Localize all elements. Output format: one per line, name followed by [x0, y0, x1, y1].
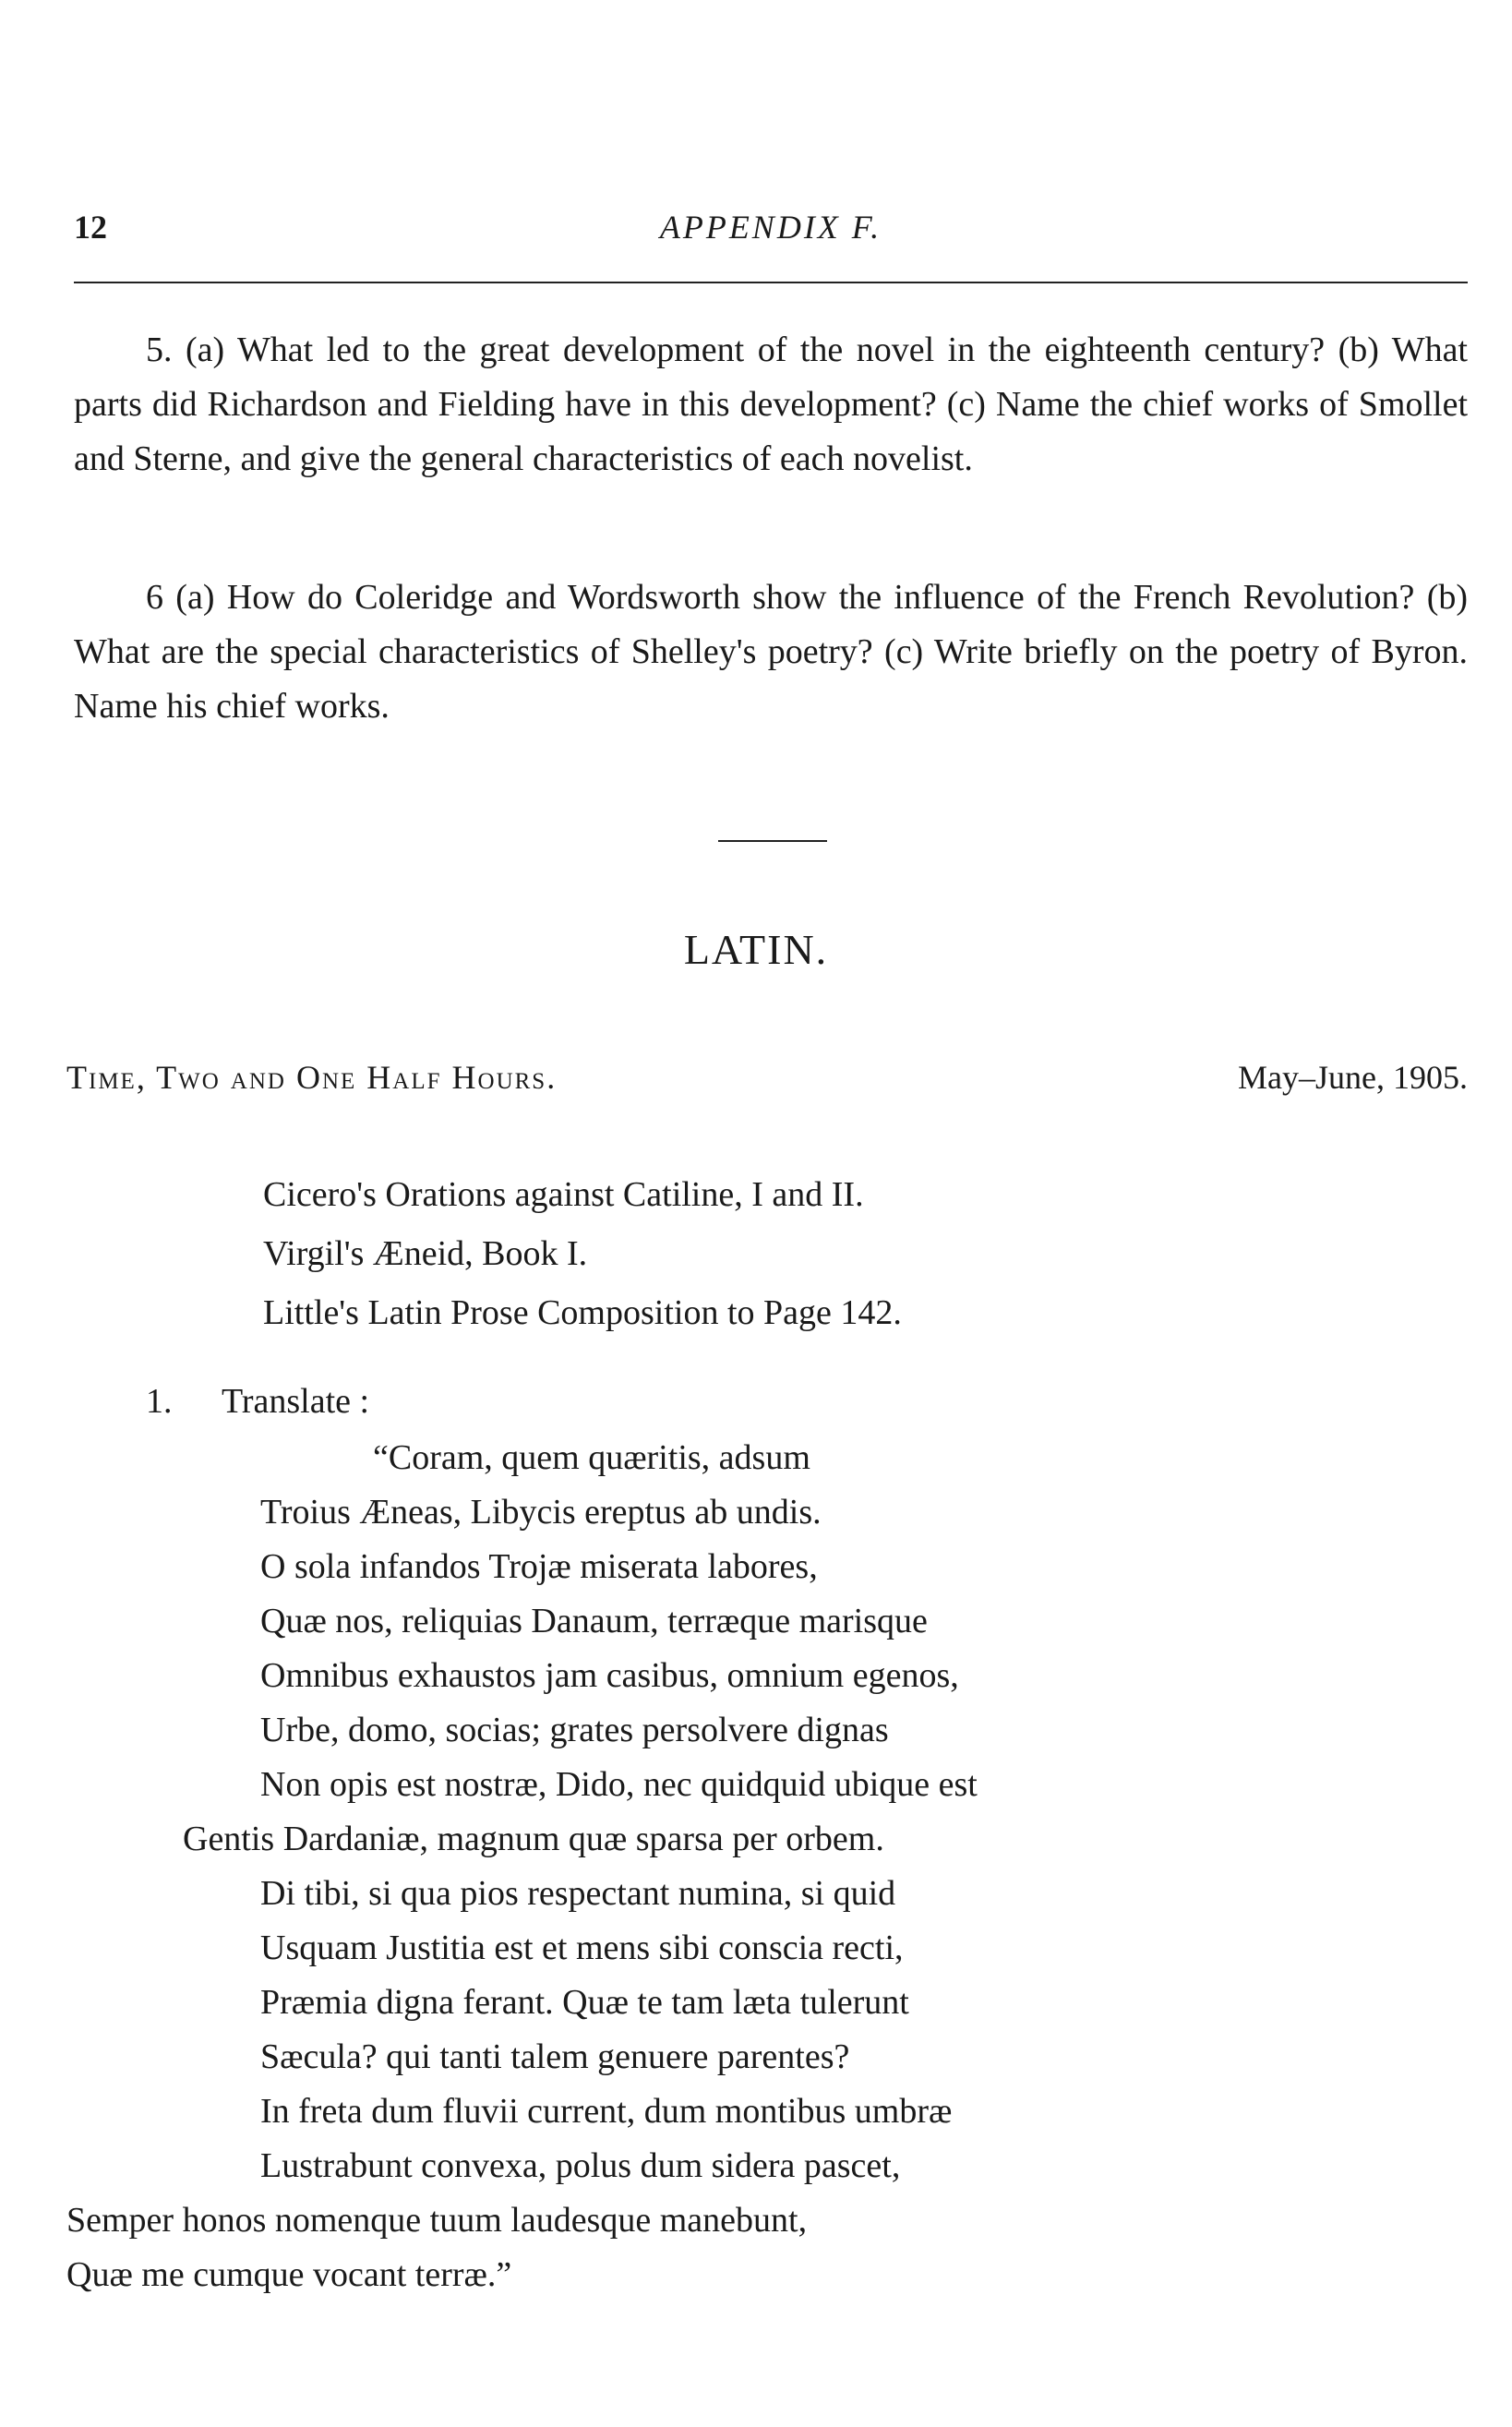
set-books-list: [263, 1165, 902, 1342]
set-book: Cicero's Orations against Catiline, I and II.: [263, 1175, 864, 1214]
poem-line: Usquam Justitia est et mens sibi conscia recti,: [260, 1928, 904, 1967]
poem-line: Quæ nos, reliquias Danaum, terræque marisque: [260, 1602, 928, 1640]
question-5: 5. (a) What led to the great development of the novel in the eighteenth century? (b) What parts did Richardson and Fielding have in this development? (c) Name the chief works of Smollet and Sterne, and give the general characteristics of each novelist.: [74, 330, 1468, 478]
poem-line: Gentis Dardaniæ, magnum quæ sparsa per orbem.: [183, 1820, 884, 1858]
poem-line: Præmia digna ferant. Quæ te tam læta tulerunt: [260, 1983, 909, 2022]
poem-line: Lustrabunt convexa, polus dum sidera pascet,: [260, 2146, 901, 2185]
poem-line: Omnibus exhaustos jam casibus, omnium egenos,: [260, 1656, 959, 1695]
poem-line: “Coram, quem quæritis, adsum: [373, 1438, 810, 1477]
poem-line: O sola infandos Trojæ miserata labores,: [260, 1547, 818, 1586]
exam-meta: [66, 1058, 1468, 1113]
exam-date: May–June, 1905.: [1238, 1059, 1468, 1096]
poem-line: Quæ me cumque vocant terræ.”: [66, 2255, 512, 2294]
poem-line: Urbe, domo, socias; grates persolvere dignas: [260, 1711, 889, 1749]
question-1-number: 1.: [146, 1382, 173, 1421]
exam-time: Time, Two and One Half Hours.: [66, 1059, 558, 1096]
page-header: [74, 208, 1468, 254]
poem-line: Non opis est nostræ, Dido, nec quidquid ubique est: [260, 1765, 978, 1804]
poem-line: In freta dum fluvii current, dum montibus umbræ: [260, 2092, 953, 2131]
poem-line: Semper honos nomenque tuum laudesque manebunt,: [66, 2201, 808, 2240]
set-book: Virgil's Æneid, Book I.: [263, 1234, 588, 1273]
page-number: 12: [74, 209, 107, 246]
section-title: LATIN.: [683, 926, 829, 973]
section-divider: [718, 840, 827, 842]
set-book: Little's Latin Prose Composition to Page 142.: [263, 1293, 902, 1332]
poem-line: Troius Æneas, Libycis ereptus ab undis.: [260, 1493, 822, 1532]
poem-line: Sæcula? qui tanti talem genuere parentes?: [260, 2037, 850, 2076]
question-1-label: [146, 1381, 369, 1422]
question-1-instruction: Translate :: [222, 1382, 370, 1421]
question-6: 6 (a) How do Coleridge and Wordsworth show the influence of the French Revolution? (b) What are the special characteristics of Shelley's poetry? (c) Write briefly on the poetry of Byron. Name his chief works.: [74, 578, 1468, 726]
running-head: APPENDIX F.: [659, 209, 882, 246]
header-rule: [74, 282, 1468, 283]
poem-line: Di tibi, si qua pios respectant numina, si quid: [260, 1874, 896, 1913]
